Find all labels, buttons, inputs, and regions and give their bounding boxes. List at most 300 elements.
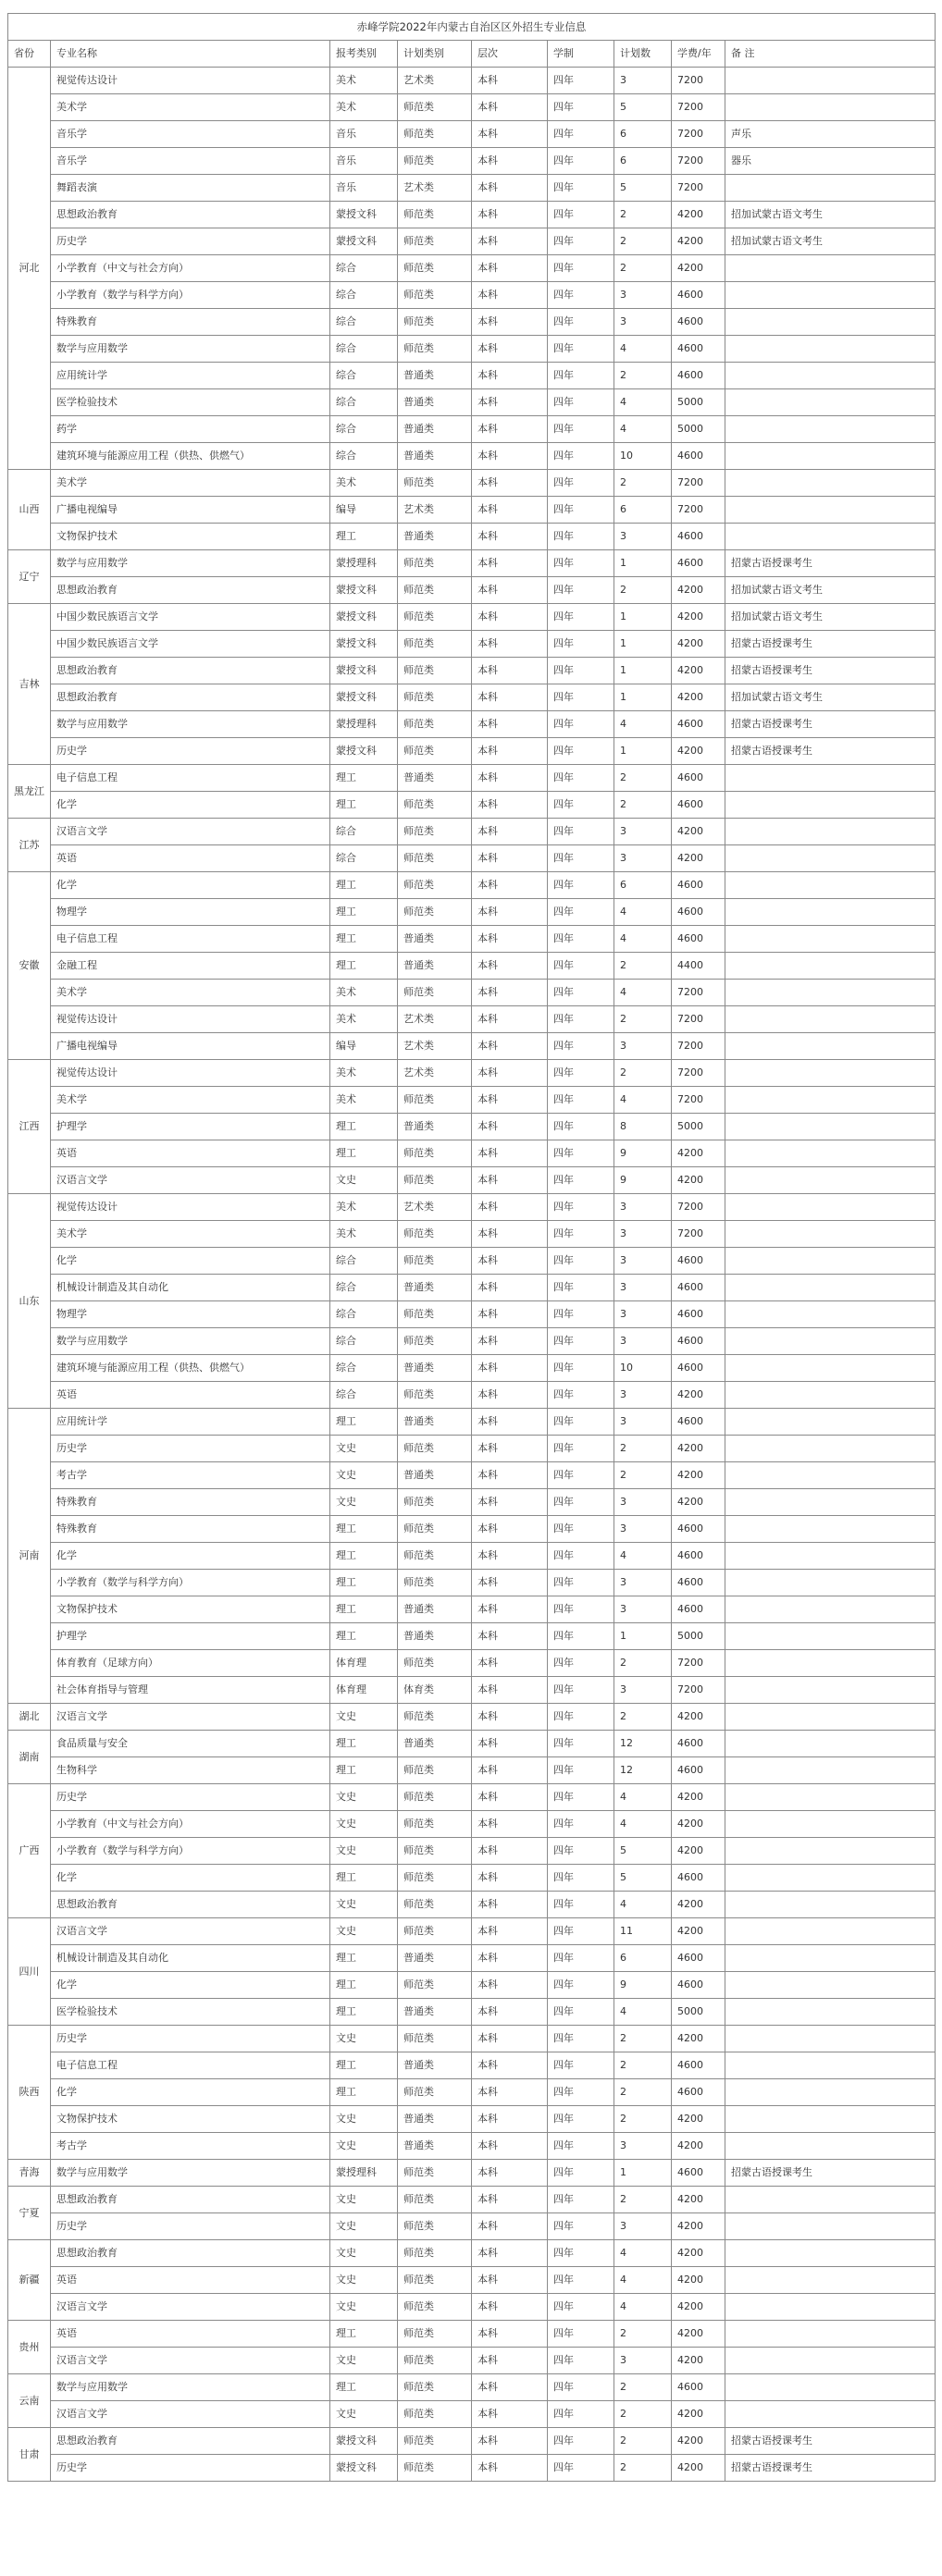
remarks-cell [725,443,936,470]
tuition-cell: 4600 [672,1355,725,1382]
plan-category-cell: 师范类 [398,980,472,1006]
level-cell: 本科 [472,2348,548,2374]
duration-cell: 四年 [548,1972,614,1999]
exam-category-cell: 蒙授文科 [330,2428,398,2455]
level-cell: 本科 [472,255,548,282]
plan-count-cell: 2 [614,1436,672,1462]
plan-category-cell: 师范类 [398,2213,472,2240]
table-row [8,1516,936,1543]
major-cell: 广播电视编导 [51,1033,330,1060]
major-cell: 汉语言文学 [51,1167,330,1194]
plan-category-cell: 普通类 [398,953,472,980]
tuition-cell: 7200 [672,497,725,524]
table-row [8,631,936,658]
exam-category-cell: 音乐 [330,175,398,202]
level-cell: 本科 [472,658,548,684]
tuition-cell: 4600 [672,1596,725,1623]
major-cell: 思想政治教育 [51,1892,330,1918]
remarks-cell [725,1972,936,1999]
plan-category-cell: 师范类 [398,1221,472,1248]
tuition-cell: 4200 [672,1489,725,1516]
header-major: 专业名称 [51,41,330,68]
exam-category-cell: 蒙授文科 [330,684,398,711]
exam-category-cell: 理工 [330,2374,398,2401]
tuition-cell: 4200 [672,2428,725,2455]
remarks-cell: 器乐 [725,148,936,175]
duration-cell: 四年 [548,524,614,550]
exam-category-cell: 理工 [330,1516,398,1543]
plan-count-cell: 2 [614,470,672,497]
exam-category-cell: 蒙授文科 [330,2455,398,2482]
duration-cell: 四年 [548,94,614,121]
major-cell: 汉语言文学 [51,819,330,845]
duration-cell: 四年 [548,1596,614,1623]
exam-category-cell: 理工 [330,1945,398,1972]
duration-cell: 四年 [548,1677,614,1704]
major-cell: 思想政治教育 [51,684,330,711]
remarks-cell [725,1167,936,1194]
tuition-cell: 4200 [672,2187,725,2213]
major-cell: 文物保护技术 [51,524,330,550]
plan-category-cell: 师范类 [398,2401,472,2428]
exam-category-cell: 理工 [330,899,398,926]
level-cell: 本科 [472,2455,548,2482]
plan-count-cell: 2 [614,1650,672,1677]
level-cell: 本科 [472,416,548,443]
tuition-cell: 7200 [672,1033,725,1060]
duration-cell: 四年 [548,604,614,631]
major-cell: 社会体育指导与管理 [51,1677,330,1704]
level-cell: 本科 [472,1006,548,1033]
duration-cell: 四年 [548,819,614,845]
major-cell: 汉语言文学 [51,1704,330,1731]
plan-category-cell: 师范类 [398,658,472,684]
level-cell: 本科 [472,1114,548,1140]
plan-count-cell: 2 [614,2374,672,2401]
tuition-cell: 4200 [672,631,725,658]
tuition-cell: 4600 [672,1275,725,1301]
table-row [8,416,936,443]
plan-category-cell: 师范类 [398,121,472,148]
tuition-cell: 4200 [672,819,725,845]
level-cell: 本科 [472,819,548,845]
major-cell: 电子信息工程 [51,926,330,953]
table-row [8,953,936,980]
remarks-cell [725,2374,936,2401]
plan-category-cell: 师范类 [398,309,472,336]
table-row [8,550,936,577]
duration-cell: 四年 [548,980,614,1006]
remarks-cell [725,2052,936,2079]
plan-category-cell: 师范类 [398,1570,472,1596]
level-cell: 本科 [472,1596,548,1623]
plan-category-cell: 师范类 [398,470,472,497]
major-cell: 音乐学 [51,121,330,148]
remarks-cell [725,1221,936,1248]
exam-category-cell: 理工 [330,2052,398,2079]
plan-count-cell: 2 [614,2106,672,2133]
duration-cell: 四年 [548,2160,614,2187]
table-row [8,1892,936,1918]
remarks-cell [725,1462,936,1489]
level-cell: 本科 [472,604,548,631]
plan-count-cell: 3 [614,2348,672,2374]
table-row [8,524,936,550]
remarks-cell [725,1355,936,1382]
table-row [8,1918,936,1945]
major-cell: 体育教育（足球方向） [51,1650,330,1677]
plan-category-cell: 师范类 [398,1382,472,1409]
plan-category-cell: 师范类 [398,1328,472,1355]
table-row [8,1677,936,1704]
table-row [8,336,936,363]
major-cell: 药学 [51,416,330,443]
level-cell: 本科 [472,2401,548,2428]
table-row [8,2294,936,2321]
plan-category-cell: 师范类 [398,550,472,577]
exam-category-cell: 编导 [330,497,398,524]
tuition-cell: 7200 [672,1006,725,1033]
exam-category-cell: 理工 [330,953,398,980]
remarks-cell: 招蒙古语授课考生 [725,2428,936,2455]
duration-cell: 四年 [548,684,614,711]
duration-cell: 四年 [548,2401,614,2428]
remarks-cell [725,899,936,926]
remarks-cell [725,1704,936,1731]
table-row [8,2133,936,2160]
major-cell: 数学与应用数学 [51,336,330,363]
table-row [8,282,936,309]
plan-count-cell: 10 [614,443,672,470]
duration-cell: 四年 [548,1623,614,1650]
level-cell: 本科 [472,1087,548,1114]
tuition-cell: 4600 [672,899,725,926]
plan-count-cell: 5 [614,1865,672,1892]
level-cell: 本科 [472,899,548,926]
major-cell: 英语 [51,2267,330,2294]
major-cell: 中国少数民族语言文学 [51,604,330,631]
tuition-cell: 4200 [672,1382,725,1409]
plan-count-cell: 6 [614,497,672,524]
level-cell: 本科 [472,1382,548,1409]
plan-category-cell: 师范类 [398,1087,472,1114]
plan-category-cell: 师范类 [398,2267,472,2294]
tuition-cell: 7200 [672,1221,725,1248]
tuition-cell: 4200 [672,738,725,765]
table-row [8,2455,936,2482]
province-cell: 宁夏 [8,2187,51,2240]
tuition-cell: 4600 [672,1972,725,1999]
header-plan-category: 计划类别 [398,41,472,68]
duration-cell: 四年 [548,470,614,497]
duration-cell: 四年 [548,336,614,363]
remarks-cell [725,1918,936,1945]
remarks-cell: 招蒙古语授课考生 [725,631,936,658]
exam-category-cell: 理工 [330,792,398,819]
exam-category-cell: 文史 [330,2401,398,2428]
level-cell: 本科 [472,1811,548,1838]
exam-category-cell: 文史 [330,1918,398,1945]
plan-category-cell: 师范类 [398,711,472,738]
remarks-cell [725,2294,936,2321]
level-cell: 本科 [472,282,548,309]
plan-category-cell: 普通类 [398,1945,472,1972]
remarks-cell [725,845,936,872]
remarks-cell [725,2026,936,2052]
remarks-cell: 招蒙古语授课考生 [725,2455,936,2482]
table-row [8,1060,936,1087]
exam-category-cell: 综合 [330,389,398,416]
table-row [8,497,936,524]
exam-category-cell: 文史 [330,1704,398,1731]
plan-count-cell: 3 [614,1409,672,1436]
province-cell: 广西 [8,1784,51,1918]
plan-count-cell: 5 [614,175,672,202]
duration-cell: 四年 [548,1731,614,1757]
plan-category-cell: 师范类 [398,228,472,255]
table-row [8,845,936,872]
exam-category-cell: 音乐 [330,148,398,175]
duration-cell: 四年 [548,1436,614,1462]
major-cell: 医学检验技术 [51,389,330,416]
exam-category-cell: 综合 [330,819,398,845]
major-cell: 物理学 [51,899,330,926]
tuition-cell: 7200 [672,1194,725,1221]
level-cell: 本科 [472,202,548,228]
level-cell: 本科 [472,2187,548,2213]
level-cell: 本科 [472,1194,548,1221]
exam-category-cell: 文史 [330,2026,398,2052]
major-cell: 文物保护技术 [51,1596,330,1623]
duration-cell: 四年 [548,282,614,309]
duration-cell: 四年 [548,1275,614,1301]
exam-category-cell: 理工 [330,1570,398,1596]
exam-category-cell: 理工 [330,926,398,953]
tuition-cell: 4600 [672,550,725,577]
plan-category-cell: 师范类 [398,2026,472,2052]
duration-cell: 四年 [548,1757,614,1784]
plan-count-cell: 3 [614,1033,672,1060]
level-cell: 本科 [472,1623,548,1650]
remarks-cell [725,416,936,443]
plan-count-cell: 4 [614,1811,672,1838]
level-cell: 本科 [472,228,548,255]
major-cell: 医学检验技术 [51,1999,330,2026]
header-tuition: 学费/年 [672,41,725,68]
remarks-cell [725,1945,936,1972]
major-cell: 生物科学 [51,1757,330,1784]
remarks-cell [725,1033,936,1060]
major-cell: 思想政治教育 [51,658,330,684]
duration-cell: 四年 [548,1140,614,1167]
level-cell: 本科 [472,845,548,872]
tuition-cell: 7200 [672,1677,725,1704]
plan-count-cell: 4 [614,1784,672,1811]
province-cell: 河北 [8,68,51,470]
tuition-cell: 4200 [672,2133,725,2160]
plan-category-cell: 师范类 [398,2160,472,2187]
plan-count-cell: 3 [614,819,672,845]
table-row [8,1382,936,1409]
remarks-cell [725,497,936,524]
duration-cell: 四年 [548,68,614,94]
level-cell: 本科 [472,524,548,550]
remarks-cell [725,1087,936,1114]
table-row [8,2079,936,2106]
plan-count-cell: 3 [614,1489,672,1516]
tuition-cell: 4200 [672,1892,725,1918]
major-cell: 历史学 [51,2213,330,2240]
plan-count-cell: 1 [614,604,672,631]
duration-cell: 四年 [548,1409,614,1436]
plan-count-cell: 3 [614,1194,672,1221]
table-row [8,1248,936,1275]
province-cell: 新疆 [8,2240,51,2321]
exam-category-cell: 蒙授文科 [330,631,398,658]
exam-category-cell: 综合 [330,363,398,389]
plan-count-cell: 3 [614,282,672,309]
level-cell: 本科 [472,550,548,577]
plan-count-cell: 2 [614,765,672,792]
tuition-cell: 4200 [672,2026,725,2052]
plan-category-cell: 普通类 [398,765,472,792]
table-row [8,1596,936,1623]
plan-category-cell: 普通类 [398,1596,472,1623]
major-cell: 数学与应用数学 [51,711,330,738]
duration-cell: 四年 [548,389,614,416]
exam-category-cell: 文史 [330,1811,398,1838]
major-cell: 应用统计学 [51,363,330,389]
table-row [8,1757,936,1784]
major-cell: 小学教育（数学与科学方向） [51,1570,330,1596]
table-row [8,1784,936,1811]
level-cell: 本科 [472,1248,548,1275]
duration-cell: 四年 [548,497,614,524]
plan-category-cell: 师范类 [398,2294,472,2321]
plan-category-cell: 体育类 [398,1677,472,1704]
major-cell: 视觉传达设计 [51,1060,330,1087]
plan-count-cell: 1 [614,738,672,765]
table-row [8,1194,936,1221]
level-cell: 本科 [472,2026,548,2052]
tuition-cell: 7200 [672,1087,725,1114]
province-cell: 湖南 [8,1731,51,1784]
header-row [8,41,936,68]
tuition-cell: 5000 [672,389,725,416]
tuition-cell: 4600 [672,765,725,792]
plan-count-cell: 2 [614,363,672,389]
level-cell: 本科 [472,1060,548,1087]
exam-category-cell: 文史 [330,2187,398,2213]
duration-cell: 四年 [548,1999,614,2026]
tuition-cell: 7200 [672,148,725,175]
plan-category-cell: 师范类 [398,684,472,711]
table-row [8,255,936,282]
plan-count-cell: 4 [614,926,672,953]
plan-count-cell: 2 [614,2321,672,2348]
plan-count-cell: 12 [614,1731,672,1757]
exam-category-cell: 综合 [330,845,398,872]
major-cell: 化学 [51,792,330,819]
duration-cell: 四年 [548,2026,614,2052]
exam-category-cell: 理工 [330,1757,398,1784]
remarks-cell [725,389,936,416]
remarks-cell [725,336,936,363]
table-row [8,1087,936,1114]
tuition-cell: 4200 [672,845,725,872]
enrollment-sheet [7,13,935,2482]
plan-category-cell: 师范类 [398,1516,472,1543]
remarks-cell [725,1114,936,1140]
exam-category-cell: 理工 [330,1623,398,1650]
level-cell: 本科 [472,2052,548,2079]
major-cell: 金融工程 [51,953,330,980]
plan-count-cell: 2 [614,255,672,282]
remarks-cell: 招加试蒙古语文考生 [725,684,936,711]
table-row [8,792,936,819]
table-row [8,2321,936,2348]
level-cell: 本科 [472,1784,548,1811]
remarks-cell [725,926,936,953]
plan-count-cell: 2 [614,1060,672,1087]
level-cell: 本科 [472,148,548,175]
level-cell: 本科 [472,953,548,980]
header-remarks: 备 注 [725,41,936,68]
major-cell: 历史学 [51,2026,330,2052]
remarks-cell [725,819,936,845]
remarks-cell [725,953,936,980]
tuition-cell: 4200 [672,2294,725,2321]
exam-category-cell: 理工 [330,765,398,792]
level-cell: 本科 [472,2106,548,2133]
exam-category-cell: 理工 [330,1409,398,1436]
plan-category-cell: 师范类 [398,1892,472,1918]
major-cell: 数学与应用数学 [51,2160,330,2187]
duration-cell: 四年 [548,2267,614,2294]
table-row [8,470,936,497]
exam-category-cell: 综合 [330,255,398,282]
table-row [8,872,936,899]
plan-category-cell: 艺术类 [398,1060,472,1087]
major-cell: 化学 [51,2079,330,2106]
duration-cell: 四年 [548,1811,614,1838]
exam-category-cell: 综合 [330,443,398,470]
remarks-cell [725,1623,936,1650]
exam-category-cell: 美术 [330,1221,398,1248]
table-row [8,1972,936,1999]
remarks-cell [725,1838,936,1865]
duration-cell: 四年 [548,631,614,658]
plan-category-cell: 师范类 [398,282,472,309]
plan-category-cell: 艺术类 [398,1194,472,1221]
duration-cell: 四年 [548,1194,614,1221]
exam-category-cell: 美术 [330,94,398,121]
tuition-cell: 4600 [672,1945,725,1972]
plan-category-cell: 师范类 [398,1811,472,1838]
table-row [8,1114,936,1140]
exam-category-cell: 文史 [330,2133,398,2160]
remarks-cell [725,1301,936,1328]
level-cell: 本科 [472,2294,548,2321]
plan-category-cell: 师范类 [398,631,472,658]
table-row [8,94,936,121]
remarks-cell [725,1757,936,1784]
plan-category-cell: 师范类 [398,1865,472,1892]
level-cell: 本科 [472,2160,548,2187]
major-cell: 思想政治教育 [51,202,330,228]
duration-cell: 四年 [548,1006,614,1033]
tuition-cell: 4600 [672,2374,725,2401]
